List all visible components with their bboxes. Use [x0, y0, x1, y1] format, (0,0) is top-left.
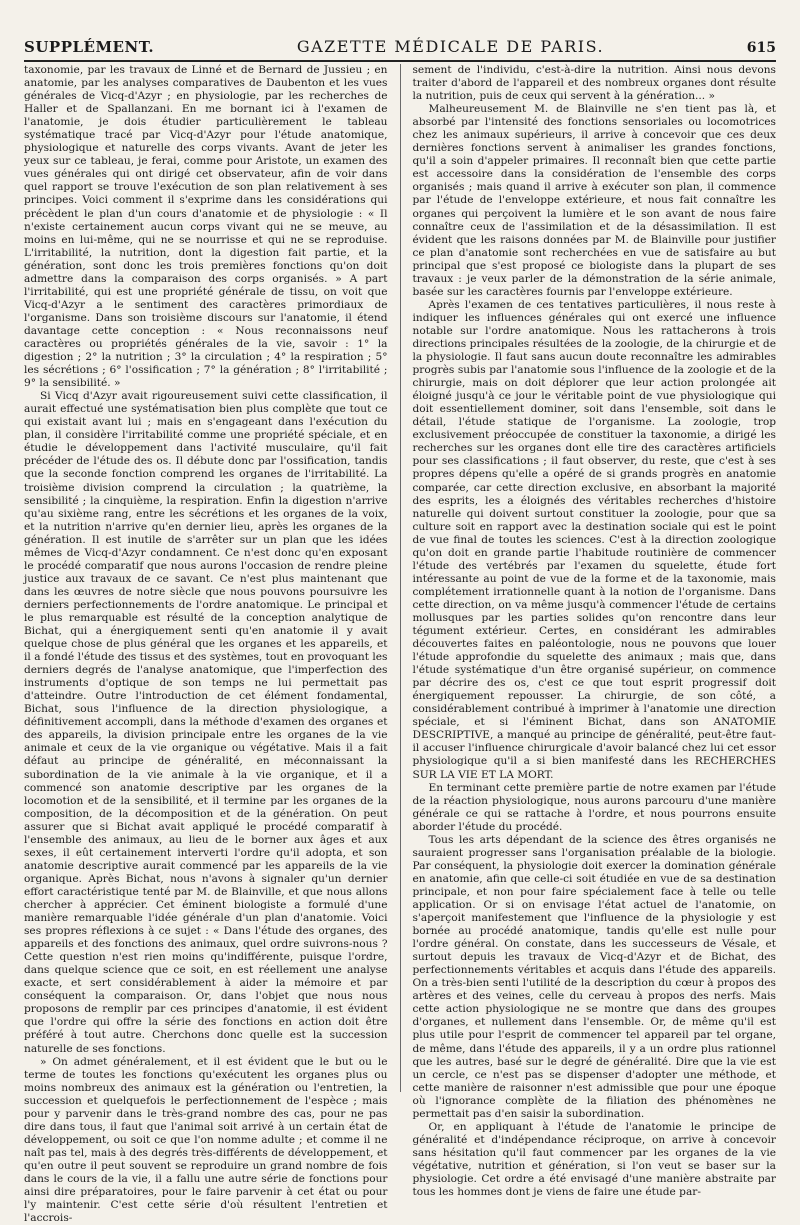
journal-title: GAZETTE MÉDICALE DE PARIS.: [296, 37, 605, 56]
article-body: [24, 64, 776, 1225]
right-column: [412, 64, 777, 1199]
paragraph: » On admet généralement, et il est évident que le but ou le terme de toutes les fonctions qu'exécutent les organes plus ou moins nombreux des animaux est la génération ou l'entretien, la succession et quelquefois le perfectionnement de l'espèce ; mais pour y parvenir dans le très-grand nombre des cas, pour ne pas dire dans tous, il faut que l'animal soit arrivé à un certain état de développement, ou soit ce que l'on nomme adulte ; et comme il ne naît pas tel, mais à des degrés très-différents de développement, et qu'en outre il peut souvent se reproduire un grand nombre de fois dans le cours de la vie, il a fallu une autre série de fonctions pour ainsi dire préparatoires, pour le faire parvenir à cet état ou pour l'y maintenir. C'est cette série d'où résultent l'entretien et l'accrois-: [24, 1055, 388, 1225]
paragraph: Si Vicq d'Azyr avait rigoureusement suivi cette classification, il aurait effectué une systématisation bien plus complète que tout ce qui existait avant lui ; mais en s'engageant dans l'exécution du plan, il considère l'irritabilité comme une propriété spéciale, et en étudie le développement dans l'activité musculaire, qu'il fait précéder de l'étude des os. Il débute donc par l'ossification, tandis que la seconde fonction comprend les organes de l'irritabilité. La troisième division comprend la circulation ; la quatrième, la sensibilité ; la cinquième, la respiration. Enfin la digestion n'arrive qu'au sixième rang, entre les sécrétions et les organes de la voix, et la nutrition n'arrive qu'en dernier lieu, après les organes de la génération. Il est inutile de s'arrêter sur un plan que les idées mêmes de Vicq-d'Azyr condamnent. Ce n'est donc qu'en exposant le procédé comparatif que nous aurons l'occasion de rendre pleine justice aux travaux de ce savant. Ce n'est plus maintenant que dans les œuvres de notre siècle que nous pouvons poursuivre les derniers perfectionnements de l'ordre anatomique. Le principal et le plus remarquable est résulté de la conception analytique de Bichat, qui a énergiquement senti qu'en anatomie il y avait quelque chose de plus général que les organes et les appareils, et il a fondé l'étude des tissus et des systèmes, tout en provoquant les derniers degrés de l'analyse anatomique, que l'imperfection des instruments d'optique de son temps ne lui permettait pas d'atteindre. Outre l'introduction de cet élément fondamental, Bichat, sous l'influence de la direction physiologique, a définitivement accompli, dans la méthode d'examen des organes et des appareils, la division principale entre les organes de la vie animale et ceux de la vie organique ou végétative. Mais il a fait défaut au principe de généralité, en méconnaissant la subordination de la vie animale à la vie organique, et il a commencé son anatomie descriptive par les organes de la locomotion et de la sensibilité, et il termine par les organes de la composition, de la décomposition et de la génération. On peut assurer que si Bichat avait appliqué le procédé comparatif à l'ensemble des animaux, au lieu de le borner aux âges et aux sexes, il eût certainement interverti l'ordre qu'il adopta, et son anatomie descriptive aurait commencé par les appareils de la vie organique. Après Bichat, nous n'avons à signaler qu'un dernier effort caractéristique tenté par M. de Blainville, et que nous allons chercher à apprécier. Cet éminent biologiste a formulé d'une manière remarquable l'idée générale d'un plan d'anatomie. Voici ses propres réflexions à ce sujet : « Dans l'étude des organes, des appareils et des fonctions des animaux, quel ordre suivrons-nous ? Cette question n'est rien moins qu'indifférente, puisque l'ordre, dans quelque science que ce soit, en est réellement une analyse exacte, et sert considérablement à aider la mémoire et par conséquent la comparaison. Or, dans l'objet que nous nous proposons de remplir par ces principes d'anatomie, il est évident que l'ordre qui offre la série des fonctions en action doit être préféré à tout autre. Cherchons donc quelle est la succession naturelle de ses fonctions.: [24, 390, 388, 1055]
page-number: 615: [746, 40, 776, 56]
left-column: [24, 64, 388, 1225]
paragraph: Après l'examen de ces tentatives particulières, il nous reste à indiquer les influences générales qui ont exercé une influence notable sur l'ordre anatomique. Nous les rattacherons à trois directions principales résultées de la zoologie, de la chirurgie et de la physiologie. Il faut sans aucun doute reconnaître les admirables progrès subis par l'anatomie sous l'influence de la zoologie et de la chirurgie, mais on doit déplorer que leur action prolongée ait éloigné jusqu'à ce jour le véritable point de vue physiologique qui doit essentiellement dominer, soit dans l'ensemble, soit dans le détail, l'étude statique de l'organisme. La zoologie, trop exclusivement préoccupée de constituer la taxonomie, a dirigé les recherches sur les organes dont elle tire des caractères artificiels pour ses classifications ; il faut observer, du reste, que c'est à ses propres dépens qu'elle a opéré de si grands progrès en anatomie comparée, car cette direction exclusive, en absorbant la majorité des esprits, les a éloignés des véritables recherches d'histoire naturelle qui doivent surtout constituer la zoologie, pour que sa culture soit en rapport avec la destination sociale qui est le point de vue final de toutes les sciences. C'est à la direction zoologique qu'on doit en grande partie l'habitude routinière de commencer l'étude des vertébrés par l'examen du squelette, étude fort intéressante au point de vue de la forme et de la taxonomie, mais complétement irrationnelle quant à la notion de l'organisme. Dans cette direction, on va même jusqu'à commencer l'étude de certains mollusques par les parties solides qu'on rencontre dans leur tégument extérieur. Certes, en considérant les admirables découvertes faites en paléontologie, nous ne pouvons que louer l'étude approfondie du squelette des animaux ; mais que, dans l'étude systématique d'un être organisé supérieur, on commence par décrire des os, c'est ce que tout esprit progressif doit énergiquement repousser. La chirurgie, de son côté, a considérablement contribué à imprimer à l'anatomie une direction spéciale, et si l'éminent Bichat, dans son ANATOMIE DESCRIPTIVE, a manqué au principe de généralité, peut-être faut-il accuser l'influence chirurgicale d'avoir balancé chez lui cet essor physiologique qu'il a si bien manifesté dans les RECHERCHES SUR LA VIE ET LA MORT.: [412, 298, 776, 781]
paragraph: Malheureusement M. de Blainville ne s'en tient pas là, et absorbé par l'intensité des fonctions sensoriales ou locomotrices chez les animaux supérieurs, il arrive à concevoir que ces deux dernières fonctions servent à animaliser les grandes fonctions, qu'il a soin d'appeler primaires. Il reconnaît bien que cette partie est accessoire dans la considération de l'ensemble des corps organisés ; mais quand il arrive à exécuter son plan, il commence par l'étude de l'enveloppe extérieure, et nous fait connaître les organes qui perçoivent la lumière et le son avant de nous faire connaître ceux de l'assimilation et de la désassimilation. Il est évident que les raisons données par M. de Blainville pour justifier ce plan d'anatomie sont recherchées en vue de satisfaire au but principal que s'est proposé ce biologiste dans la plupart de ses travaux : je veux parler de la démonstration de la série animale, basée sur les caractères fournis par l'enveloppe extérieure.: [412, 103, 776, 298]
column-divider: [400, 64, 401, 1092]
paragraph: Or, en appliquant à l'étude de l'anatomie le principe de généralité et d'indépendance réciproque, on arrive à concevoir sans hésitation qu'il faut commencer par les organes de la vie végétative, nutrition et génération, si l'on veut se baser sur la physiologie. Cet ordre a été envisagé d'une manière abstraite par tous les hommes dont je viens de faire une étude par-: [412, 1120, 776, 1199]
paragraph: sement de l'individu, c'est-à-dire la nutrition. Ainsi nous devons traiter d'abord de l'appareil et des nombreux organes dont résulte la nutrition, puis de ceux qui servent à la génération... »: [412, 64, 776, 103]
paragraph: En terminant cette première partie de notre examen par l'étude de la réaction physiologique, nous aurons parcouru d'une manière générale ce qui se rattache à l'ordre, et nous pourrons ensuite aborder l'étude du procédé.: [412, 781, 776, 833]
paragraph: Tous les arts dépendant de la science des êtres organisés ne sauraient progresser sans l'organisation préalable de la biologie. Par conséquent, la physiologie doit exercer la domination générale en anatomie, afin que celle-ci soit étudiée en vue de sa destination principale, et non pour faire spécialement face à telle ou telle application. Or si on envisage l'état actuel de l'anatomie, on s'aperçoit manifestement que l'influence de la physiologie y est bornée au procédé anatomique, tandis qu'elle est nulle pour l'ordre général. On constate, dans les successeurs de Vésale, et surtout depuis les travaux de Vicq-d'Azyr et de Bichat, des perfectionnements véritables et acquis dans l'étude des appareils. On a très-bien senti l'utilité de la description du cœur à propos des artères et des veines, celle du cerveau à propos des nerfs. Mais cette action physiologique ne se montre que dans des groupes d'organes, et nullement dans l'ensemble. Or, de même qu'il est plus utile pour l'esprit de commencer tel appareil par tel organe, de même, dans l'étude des appareils, il y a un ordre plus rationnel que les autres, basé sur le degré de généralité. Dire que la vie est un cercle, ce n'est pas se dispenser d'adopter une méthode, et cette manière de raisonner n'est admissible que pour une époque où l'ignorance complète de la filiation des phénomènes ne permettait pas d'en saisir la subordination.: [412, 833, 776, 1120]
supplement-label: SUPPLÉMENT.: [24, 38, 155, 56]
page-header: [24, 30, 776, 62]
paragraph: taxonomie, par les travaux de Linné et de Bernard de Jussieu ; en anatomie, par les analyses comparatives de Daubenton et les vues générales de Vicq-d'Azyr ; en physiologie, par les recherches de Haller et de Spallanzani. En me bornant ici à l'examen de l'anatomie, je dois étudier particulièrement le tableau systématique tracé par Vicq-d'Azyr pour l'étude anatomique, physiologique et naturelle des corps vivants. Avant de jeter les yeux sur ce tableau, je ferai, comme pour Aristote, un examen des vues générales qui ont dirigé cet observateur, afin de voir dans quel rapport se trouve l'exécution de son plan relativement à ses principes. Voici comment il s'exprime dans les considérations qui précèdent le plan d'un cours d'anatomie et de physiologie : « Il n'existe certainement aucun corps vivant qui ne se meuve, au moins en lui-même, qui ne se nourrisse et qui ne se reproduise. L'irritabilité, la nutrition, dont la digestion fait partie, et la génération, sont donc les trois premières fonctions qu'on doit admettre dans la comparaison des corps organisés. » A part l'irritabilité, qui est une propriété générale de tissu, on voit que Vicq-d'Azyr a le sentiment des caractères primordiaux de l'organisme. Dans son troisième discours sur l'anatomie, il étend davantage cette conception : « Nous reconnaissons neuf caractères ou propriétés générales de la vie, savoir : 1° la digestion ; 2° la nutrition ; 3° la circulation ; 4° la respiration ; 5° les sécrétions ; 6° l'ossification ; 7° la génération ; 8° l'irritabilité ; 9° la sensibilité. »: [24, 64, 388, 390]
